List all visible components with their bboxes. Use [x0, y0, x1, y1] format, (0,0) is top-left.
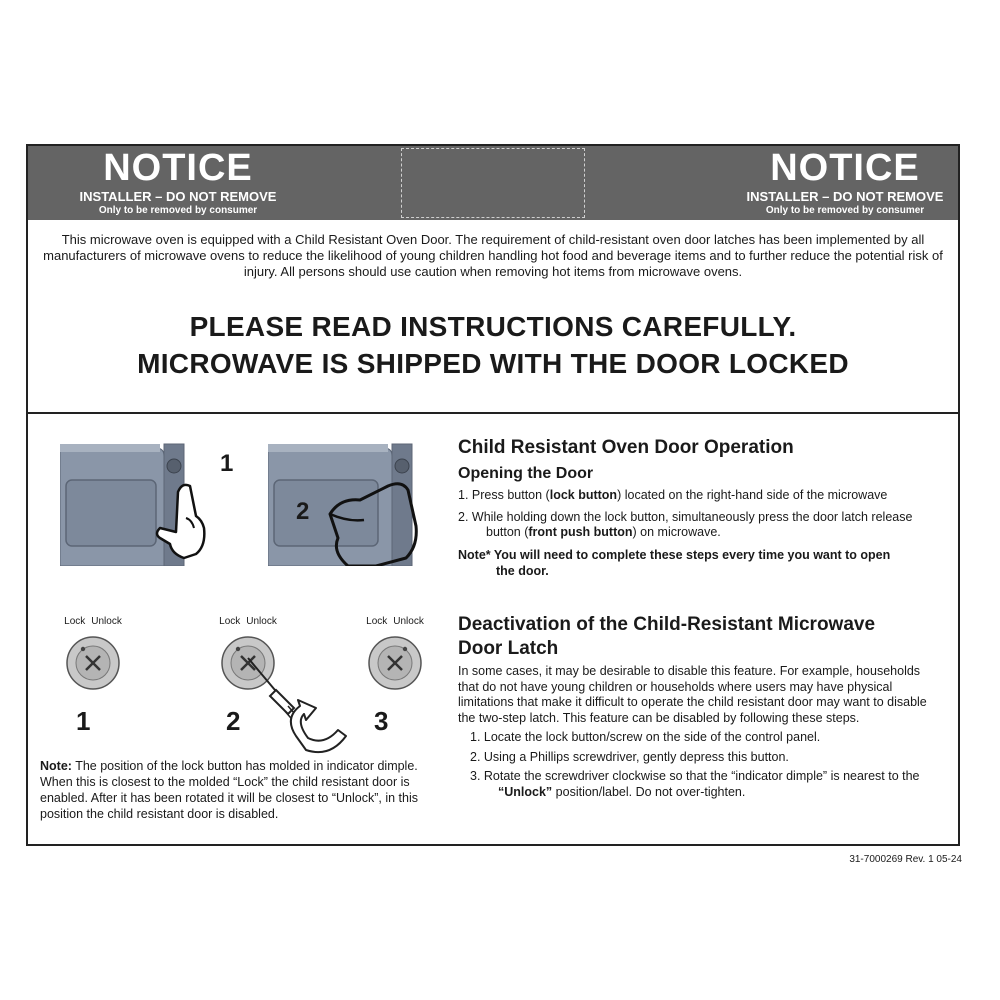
step-text: position/label. Do not over-tighten. [552, 784, 746, 799]
paragraph-line: In some cases, it may be desirable to disable this feature. For example, households [458, 664, 921, 678]
step-text: 2. While holding down the lock button, simultaneously press the door latch release [458, 509, 913, 524]
dial-step-number: 2 [226, 706, 241, 736]
intro-line: This microwave oven is equipped with a Child Resistant Oven Door. The requirement of child-resistant oven door latches has been implemented by all [61, 232, 925, 247]
microwave-press-door-illustration [268, 442, 420, 566]
headline-line: PLEASE READ INSTRUCTIONS CAREFULLY. [189, 311, 797, 342]
intro-paragraph [40, 232, 946, 280]
unlock-label: Unlock [246, 616, 277, 627]
dashed-tear-area [401, 148, 585, 218]
notice-label [26, 144, 960, 846]
notice-block-left [43, 148, 313, 217]
intro-line: manufacturers of microwave ovens to reduce the likelihood of young children handling hot food and beverage items and to further reduce the potential risk of [43, 248, 943, 263]
photo-step-number: 2 [296, 498, 310, 525]
deactivation-paragraph [458, 664, 948, 726]
lock-dial-3 [350, 616, 440, 691]
step-text-continued [472, 525, 948, 541]
note-line: Note* You will need to complete these steps every time you want to open [458, 547, 891, 562]
section-divider [28, 412, 958, 414]
unlock-label: Unlock [91, 616, 122, 627]
lock-button-note [40, 758, 440, 822]
step-text: ) located on the right-hand side of the microwave [617, 488, 888, 502]
notice-subtitle: INSTALLER – DO NOT REMOVE [746, 189, 944, 204]
deactivation-step-2: 2. Using a Phillips screwdriver, gently depress this button. [470, 749, 789, 764]
step-text: button ( [486, 525, 529, 539]
screwdriver-rotate-icon [236, 646, 356, 756]
step-bold-text: front push button [528, 525, 633, 539]
step-text: ) on microwave. [632, 525, 721, 539]
lock-screw-icon [65, 635, 121, 691]
note-label: Note: [40, 759, 72, 773]
unlock-label: Unlock [393, 616, 424, 627]
step-bold-text: “Unlock” [498, 784, 553, 799]
notice-sub-subtitle: Only to be removed by consumer [98, 205, 258, 216]
operation-title: Child Resistant Oven Door Operation [458, 437, 794, 458]
intro-line: injury. All persons should use caution when removing hot items from microwave ovens. [243, 264, 743, 279]
lock-label: Lock [64, 616, 86, 627]
notice-sub-subtitle: Only to be removed by consumer [765, 205, 925, 216]
note-line: enabled. After it has been rotated it will be closest to “Unlock”, in this [40, 791, 418, 805]
paragraph-line: limitations that make it difficult to operate the child resistant door may want to disable [458, 695, 927, 709]
lock-dial-1 [48, 616, 138, 691]
dial-step-number: 3 [374, 706, 389, 736]
notice-title: NOTICE [103, 147, 253, 189]
notice-title: NOTICE [770, 147, 920, 189]
notice-header [28, 146, 958, 220]
note-line: When this is closest to the molded “Lock” the child resistant door is [40, 775, 410, 789]
microwave-press-button-illustration [60, 442, 212, 566]
opening-door-subtitle: Opening the Door [458, 465, 594, 482]
lock-label: Lock [366, 616, 388, 627]
door-operation-section [458, 436, 948, 579]
opening-step-2 [458, 510, 948, 541]
dial-labels [350, 616, 440, 627]
note-line: position the child resistant door is disabled. [40, 807, 279, 821]
microwave-photo-step-2 [268, 442, 420, 566]
step-text: 1. Press button ( [458, 488, 550, 502]
deactivation-title [458, 613, 948, 661]
title-line: Deactivation of the Child-Resistant Microwave [458, 614, 876, 635]
headline [28, 308, 958, 382]
note-line [40, 758, 440, 774]
dial-labels [48, 616, 138, 627]
notice-block-right [710, 148, 980, 217]
paragraph-line: the two-step latch. This feature can be disabled by following these steps. [458, 710, 860, 725]
opening-note [458, 547, 948, 579]
step-text: 3. Rotate the screwdriver clockwise so that the “indicator dimple” is nearest to the [470, 769, 920, 783]
headline-line: MICROWAVE IS SHIPPED WITH THE DOOR LOCKED [137, 348, 849, 379]
document-code: 31-7000269 Rev. 1 05-24 [849, 854, 962, 865]
photo-step-number: 1 [220, 450, 234, 477]
dial-step-number: 1 [76, 706, 91, 736]
dial-labels [203, 616, 293, 627]
note-line: the door. [496, 563, 549, 578]
step-text-continued [484, 785, 948, 801]
note-text: The position of the lock button has molded in indicator dimple. [71, 759, 418, 773]
lock-screw-icon [367, 635, 423, 691]
title-line: Door Latch [458, 638, 559, 659]
deactivation-step-3 [458, 769, 948, 800]
deactivation-step-1: 1. Locate the lock button/screw on the side of the control panel. [470, 730, 821, 744]
notice-subtitle: INSTALLER – DO NOT REMOVE [79, 189, 277, 204]
step-bold-text: lock button [549, 488, 618, 502]
paragraph-line: that do not have young children or households where users may have physical [458, 679, 893, 694]
opening-step-1 [458, 488, 948, 504]
lock-label: Lock [219, 616, 241, 627]
deactivation-section [458, 613, 948, 800]
microwave-photo-step-1 [60, 442, 234, 566]
